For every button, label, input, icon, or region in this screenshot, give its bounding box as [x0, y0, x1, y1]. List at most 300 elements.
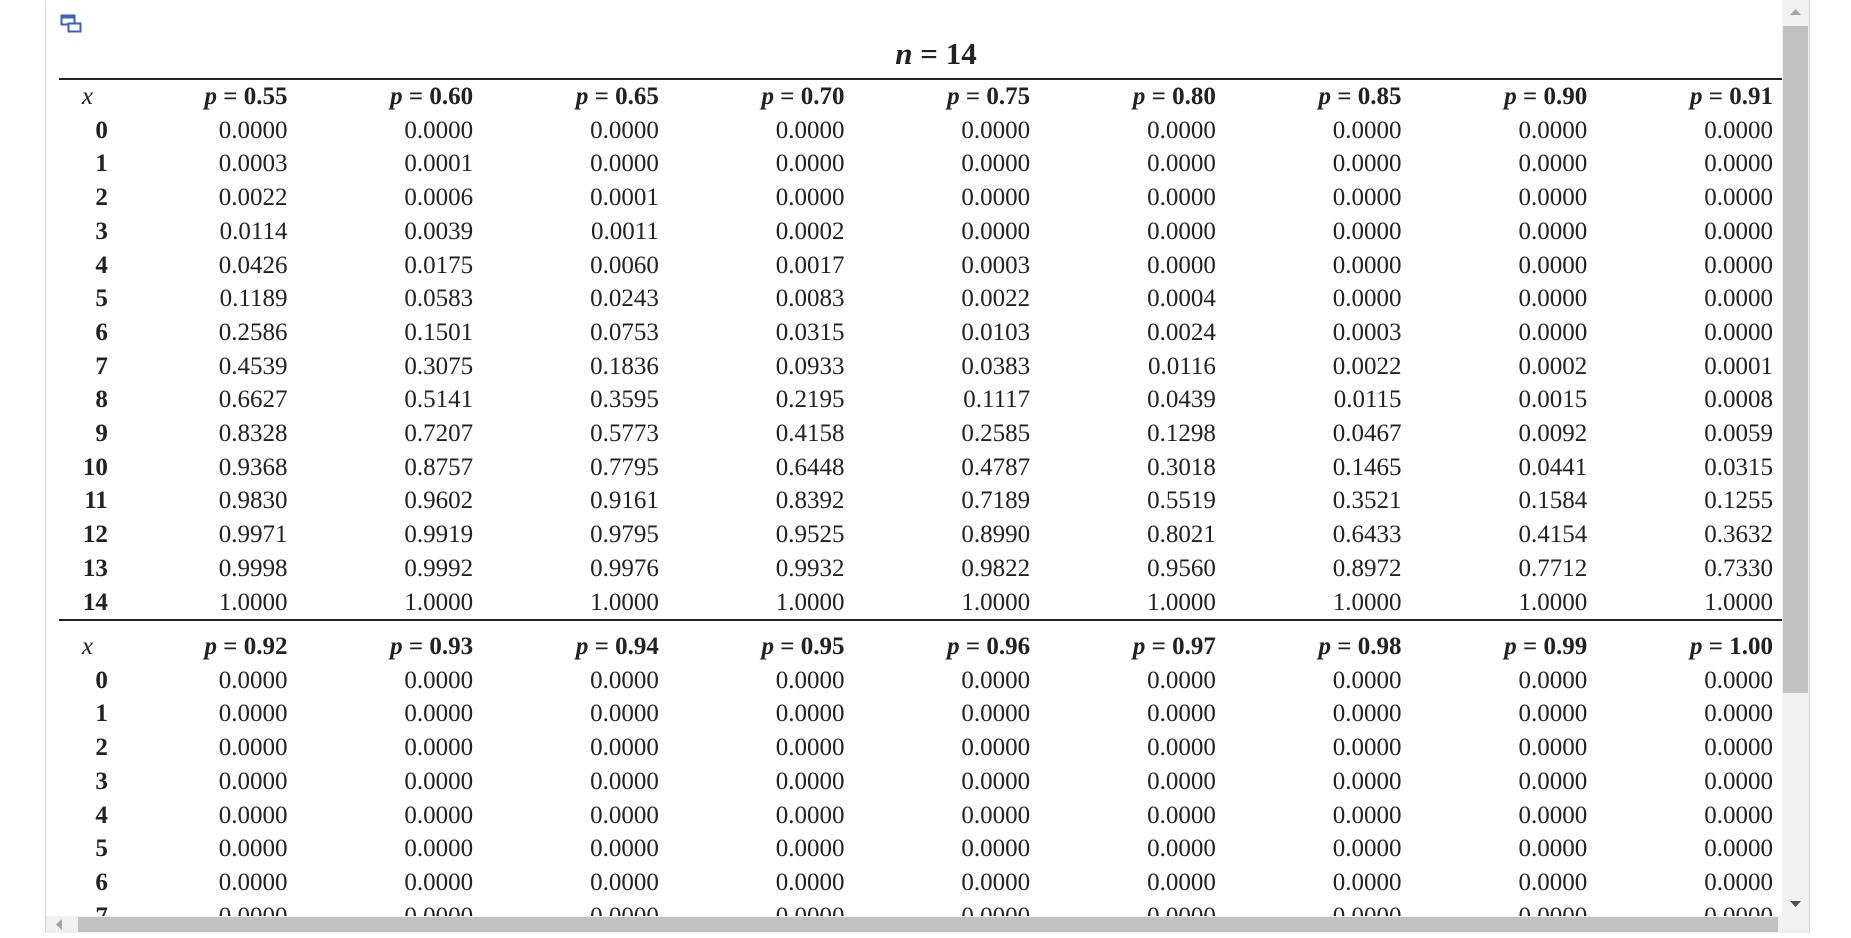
probability-cell: 0.1836 [590, 352, 659, 380]
x-value-cell: 5 [95, 835, 108, 863]
header-row [59, 79, 1787, 114]
probability-cell: 0.0000 [404, 767, 474, 795]
arrow-up-icon[interactable] [1782, 0, 1809, 24]
probability-cell: 0.0000 [218, 734, 288, 762]
table-row [59, 697, 1787, 731]
p-equals: = [408, 633, 424, 660]
p-column-header [301, 79, 487, 114]
probability-cell: 0.0015 [1518, 386, 1588, 414]
probability-cell: 0.0000 [961, 801, 1031, 829]
popout-window-icon[interactable] [60, 14, 82, 34]
probability-cell: 0.0000 [1147, 767, 1216, 795]
probability-cell: 0.0000 [1147, 184, 1216, 212]
probability-cell: 0.9932 [775, 554, 845, 582]
p-symbol: p [390, 633, 403, 660]
probability-cell: 0.6448 [775, 453, 845, 481]
x-value-cell: 10 [82, 453, 108, 481]
x-value-cell: 0 [95, 116, 108, 144]
probability-cell: 0.0315 [775, 318, 845, 346]
probability-cell: 0.0000 [1704, 217, 1773, 245]
p-symbol: p [1690, 633, 1703, 660]
table-row [59, 249, 1787, 283]
probability-cell: 0.9830 [218, 487, 288, 515]
probability-cell: 0.0000 [961, 868, 1031, 896]
probability-cell: 0.0000 [961, 835, 1031, 863]
probability-cell: 0.0933 [775, 352, 845, 380]
p-column-header [1416, 630, 1602, 664]
title-equals: = [920, 36, 938, 71]
p-value: 0.60 [429, 83, 474, 110]
probability-cell: 0.0000 [1704, 868, 1773, 896]
vertical-scrollbar[interactable] [1782, 0, 1809, 916]
x-value-cell: 5 [95, 285, 108, 313]
probability-cell: 0.0002 [775, 217, 845, 245]
probability-cell: 0.0000 [1332, 285, 1402, 313]
probability-cell: 0.0000 [1332, 868, 1402, 896]
probability-cell: 0.0000 [590, 835, 659, 863]
horizontal-scrollbar[interactable] [46, 916, 1809, 933]
p-symbol: p [947, 83, 960, 110]
probability-cell: 0.0022 [961, 285, 1031, 313]
p-value: 0.96 [986, 633, 1031, 660]
arrow-down-icon[interactable] [1782, 892, 1809, 916]
probability-cell: 0.0001 [590, 184, 659, 212]
p-column-header [487, 630, 673, 664]
probability-cell: 0.0000 [590, 734, 659, 762]
p-value: 0.95 [800, 633, 845, 660]
probability-cell: 0.0441 [1518, 453, 1588, 481]
p-value: 0.65 [615, 83, 659, 110]
probability-cell: 0.0103 [961, 318, 1031, 346]
table-row [59, 586, 1787, 621]
probability-cell: 0.0000 [1518, 734, 1588, 762]
probability-cell: 1.0000 [404, 588, 474, 616]
p-symbol: p [1132, 83, 1146, 110]
p-symbol: p [575, 633, 589, 660]
probability-cell: 0.9795 [590, 521, 659, 549]
probability-cell: 0.0000 [1518, 116, 1588, 144]
probability-cell: 0.8972 [1332, 554, 1402, 582]
probability-cell: 1.0000 [775, 588, 845, 616]
p-equals: = [1708, 633, 1723, 660]
x-value-cell: 4 [95, 801, 108, 829]
probability-cell: 0.0000 [1332, 251, 1402, 279]
p-value: 1.00 [1729, 633, 1773, 660]
p-value: 0.70 [800, 83, 845, 110]
probability-cell: 0.4158 [775, 420, 845, 448]
probability-cell: 0.0583 [404, 285, 474, 313]
p-symbol: p [1318, 633, 1332, 660]
p-column-header [487, 79, 673, 114]
table-row [59, 518, 1787, 552]
arrow-left-icon[interactable] [46, 916, 72, 933]
n-symbol: n [895, 36, 913, 71]
probability-cell: 0.9971 [218, 521, 288, 549]
p-value: 0.55 [243, 83, 288, 110]
table-row [59, 832, 1787, 866]
probability-cell: 0.0039 [404, 217, 474, 245]
probability-cell: 0.0000 [961, 184, 1031, 212]
probability-cell: 0.8328 [218, 420, 288, 448]
table-row [59, 731, 1787, 765]
probability-cell: 0.0000 [1332, 666, 1402, 694]
probability-cell: 0.1255 [1704, 487, 1773, 515]
probability-cell: 0.0116 [1148, 352, 1216, 380]
x-value-cell: 1 [95, 700, 108, 728]
probability-cell: 0.0000 [590, 116, 659, 144]
p-value: 0.93 [429, 633, 474, 660]
probability-cell: 0.0000 [1147, 217, 1216, 245]
probability-cell: 0.5141 [404, 386, 474, 414]
probability-cell: 1.0000 [1332, 588, 1402, 616]
probability-cell: 0.0000 [1704, 251, 1773, 279]
probability-cell: 0.0000 [1518, 217, 1588, 245]
probability-cell: 0.0000 [590, 767, 659, 795]
probability-cell: 0.0000 [775, 184, 845, 212]
probability-cell: 0.0000 [218, 116, 288, 144]
x-value-cell: 9 [95, 420, 108, 448]
probability-cell: 0.0114 [219, 217, 288, 245]
probability-cell: 0.0115 [1333, 386, 1402, 414]
probability-cell: 0.0008 [1704, 386, 1773, 414]
binomial-table-part-1 [59, 78, 1787, 621]
probability-cell: 0.3632 [1704, 521, 1773, 549]
probability-cell: 0.1465 [1332, 453, 1402, 481]
probability-cell: 0.9998 [218, 554, 288, 582]
probability-cell: 0.1189 [219, 285, 288, 313]
table-viewport [46, 0, 1782, 916]
probability-cell: 0.0000 [775, 835, 845, 863]
probability-cell: 0.8392 [775, 487, 845, 515]
probability-cell: 0.0022 [218, 184, 288, 212]
probability-cell: 0.7712 [1518, 554, 1588, 582]
p-symbol: p [761, 633, 774, 660]
probability-cell: 0.0000 [1518, 285, 1588, 313]
probability-cell: 0.0000 [1332, 116, 1402, 144]
probability-cell: 0.0000 [1332, 835, 1402, 863]
p-column-header [1044, 630, 1230, 664]
p-column-header [859, 630, 1045, 664]
probability-cell: 0.9525 [775, 521, 845, 549]
probability-cell: 0.0000 [1704, 801, 1773, 829]
probability-cell: 0.8757 [404, 453, 474, 481]
x-value-cell: 4 [95, 251, 108, 279]
probability-cell: 0.0000 [218, 868, 288, 896]
table-row [59, 765, 1787, 799]
table-row [59, 350, 1787, 384]
table-row [59, 282, 1787, 316]
probability-cell: 0.0017 [775, 251, 845, 279]
p-symbol: p [1132, 633, 1146, 660]
p-equals: = [780, 633, 795, 660]
probability-cell: 0.9161 [590, 487, 659, 515]
p-column-header [116, 630, 302, 664]
probability-cell: 0.0426 [218, 251, 288, 279]
probability-cell: 0.0000 [1704, 700, 1773, 728]
probability-cell: 0.0000 [775, 767, 845, 795]
probability-cell: 0.0000 [1147, 734, 1216, 762]
probability-cell: 0.4539 [218, 352, 288, 380]
x-value-cell: 8 [95, 386, 108, 414]
probability-cell: 0.3018 [1147, 453, 1216, 481]
probability-cell: 0.0000 [1704, 318, 1773, 346]
p-column-header [673, 79, 859, 114]
probability-cell: 0.0011 [591, 217, 659, 245]
probability-cell: 0.0000 [1518, 835, 1588, 863]
probability-cell: 0.0000 [961, 666, 1031, 694]
table-row [59, 866, 1787, 900]
probability-cell: 0.0000 [1147, 116, 1216, 144]
probability-cell: 0.0000 [1332, 150, 1402, 178]
table-row [59, 552, 1787, 586]
x-value-cell: 3 [95, 767, 108, 795]
vertical-scrollbar-thumb[interactable] [1783, 26, 1808, 693]
probability-cell: 0.0000 [1147, 251, 1216, 279]
probability-cell: 0.0175 [404, 251, 474, 279]
probability-cell: 0.1501 [404, 318, 474, 346]
table-row [59, 114, 1787, 148]
probability-cell: 0.0000 [404, 700, 474, 728]
probability-cell: 0.0000 [1704, 835, 1773, 863]
x-value-cell: 2 [95, 734, 108, 762]
table-row [59, 417, 1787, 451]
p-equals: = [965, 633, 981, 660]
table-viewer-window [45, 0, 1810, 933]
probability-cell: 0.0000 [590, 801, 659, 829]
table-row [59, 799, 1787, 833]
probability-cell: 0.2585 [961, 420, 1031, 448]
probability-cell: 0.3075 [404, 352, 474, 380]
probability-cell: 1.0000 [1704, 588, 1773, 616]
probability-cell: 0.0000 [1518, 700, 1588, 728]
probability-cell: 0.9602 [404, 487, 474, 515]
p-value: 0.90 [1543, 83, 1588, 110]
probability-cell: 0.0000 [590, 868, 659, 896]
p-equals: = [594, 83, 609, 110]
p-value: 0.92 [243, 633, 288, 660]
probability-cell: 0.0000 [1518, 801, 1588, 829]
table-body [59, 664, 1787, 934]
p-column-header [673, 630, 859, 664]
probability-cell: 0.0000 [1704, 734, 1773, 762]
probability-cell: 0.0000 [1147, 835, 1216, 863]
probability-cell: 0.1117 [963, 386, 1031, 414]
probability-cell: 1.0000 [961, 588, 1031, 616]
probability-cell: 0.0000 [218, 835, 288, 863]
probability-cell: 0.2195 [775, 386, 845, 414]
probability-cell: 0.5773 [590, 420, 659, 448]
probability-cell: 0.0024 [1147, 318, 1216, 346]
probability-cell: 0.7795 [590, 453, 659, 481]
p-column-header [1044, 79, 1230, 114]
probability-cell: 0.0000 [1147, 801, 1216, 829]
probability-cell: 0.0022 [1332, 352, 1402, 380]
table-row [59, 484, 1787, 518]
probability-cell: 0.0000 [1518, 184, 1588, 212]
probability-cell: 0.0000 [961, 767, 1031, 795]
p-equals: = [1337, 83, 1352, 110]
horizontal-scrollbar-thumb[interactable] [78, 917, 1778, 932]
probability-cell: 0.0000 [1147, 868, 1216, 896]
p-equals: = [223, 83, 238, 110]
p-equals: = [1337, 633, 1352, 660]
p-value: 0.97 [1172, 633, 1216, 660]
probability-cell: 0.0003 [218, 150, 288, 178]
probability-cell: 0.0000 [1518, 318, 1588, 346]
probability-cell: 0.0000 [1704, 767, 1773, 795]
probability-cell: 0.0004 [1147, 285, 1216, 313]
probability-cell: 0.0000 [404, 734, 474, 762]
probability-cell: 0.9822 [961, 554, 1031, 582]
probability-cell: 0.0000 [775, 116, 845, 144]
p-value: 0.80 [1172, 83, 1216, 110]
probability-cell: 0.0000 [1704, 184, 1773, 212]
probability-cell: 0.0000 [961, 150, 1031, 178]
probability-cell: 0.0000 [404, 835, 474, 863]
probability-cell: 0.0092 [1518, 420, 1588, 448]
x-value-cell: 0 [95, 666, 108, 694]
p-column-header [1230, 79, 1416, 114]
probability-cell: 0.0467 [1332, 420, 1402, 448]
p-equals: = [223, 633, 238, 660]
probability-cell: 0.1298 [1147, 420, 1216, 448]
probability-cell: 0.7330 [1704, 554, 1773, 582]
p-symbol: p [1690, 83, 1703, 110]
probability-cell: 0.0083 [775, 285, 845, 313]
p-symbol: p [1504, 83, 1517, 110]
x-value-cell: 13 [82, 554, 108, 582]
probability-cell: 0.0000 [218, 801, 288, 829]
table-row [59, 664, 1787, 698]
p-value: 0.94 [615, 633, 659, 660]
x-value-cell: 14 [82, 588, 108, 616]
probability-cell: 0.0000 [961, 217, 1031, 245]
probability-cell: 0.9976 [590, 554, 659, 582]
probability-cell: 0.9919 [404, 521, 474, 549]
p-column-header [301, 630, 487, 664]
probability-cell: 0.0753 [590, 318, 659, 346]
x-column-header: x [81, 633, 93, 660]
p-column-header [116, 79, 302, 114]
probability-cell: 0.0000 [404, 666, 474, 694]
p-column-header [1601, 79, 1787, 114]
p-equals: = [1151, 83, 1166, 110]
probability-cell: 0.0000 [404, 868, 474, 896]
probability-cell: 0.8021 [1147, 521, 1216, 549]
probability-cell: 0.0000 [1332, 217, 1402, 245]
probability-cell: 0.8990 [961, 521, 1031, 549]
probability-cell: 0.0000 [1332, 734, 1402, 762]
table-row [59, 215, 1787, 249]
p-equals: = [594, 633, 609, 660]
p-equals: = [1708, 83, 1723, 110]
probability-cell: 0.0000 [404, 116, 474, 144]
probability-cell: 0.0000 [218, 767, 288, 795]
probability-cell: 0.0000 [775, 734, 845, 762]
p-column-header [1230, 630, 1416, 664]
probability-cell: 0.9560 [1147, 554, 1216, 582]
probability-cell: 0.0000 [775, 801, 845, 829]
table-row [59, 181, 1787, 215]
probability-cell: 0.1584 [1518, 487, 1588, 515]
probability-cell: 0.0000 [1147, 666, 1216, 694]
table-row [59, 316, 1787, 350]
p-symbol: p [204, 633, 217, 660]
title-n-value: 14 [945, 36, 977, 71]
table-row [59, 147, 1787, 181]
p-equals: = [1151, 633, 1166, 660]
probability-cell: 0.0000 [1518, 150, 1588, 178]
probability-cell: 0.0439 [1147, 386, 1216, 414]
probability-cell: 0.0000 [961, 734, 1031, 762]
table-body [59, 114, 1787, 621]
probability-cell: 0.0000 [590, 666, 659, 694]
probability-cell: 0.7207 [404, 420, 474, 448]
p-equals: = [1522, 83, 1538, 110]
probability-cell: 0.4154 [1518, 521, 1588, 549]
probability-cell: 0.0003 [1332, 318, 1402, 346]
p-column-header [859, 79, 1045, 114]
probability-cell: 0.3595 [590, 386, 659, 414]
probability-cell: 0.0000 [590, 150, 659, 178]
probability-cell: 0.0000 [1332, 184, 1402, 212]
probability-cell: 0.0000 [1518, 767, 1588, 795]
x-value-cell: 1 [95, 150, 108, 178]
probability-cell: 0.0000 [1518, 868, 1588, 896]
probability-cell: 0.0000 [590, 700, 659, 728]
probability-cell: 0.0000 [1332, 801, 1402, 829]
probability-cell: 0.0000 [1704, 666, 1773, 694]
x-value-cell: 12 [82, 521, 108, 549]
p-symbol: p [390, 83, 403, 110]
probability-cell: 0.0000 [218, 666, 288, 694]
probability-cell: 0.2586 [218, 318, 288, 346]
x-value-cell: 6 [95, 868, 108, 896]
probability-cell: 0.0383 [961, 352, 1031, 380]
probability-cell: 0.0243 [590, 285, 659, 313]
table-row [59, 383, 1787, 417]
p-value: 0.75 [986, 83, 1031, 110]
probability-cell: 0.0000 [961, 700, 1031, 728]
p-equals: = [1522, 633, 1538, 660]
probability-cell: 0.0000 [961, 116, 1031, 144]
p-equals: = [408, 83, 424, 110]
x-value-cell: 3 [95, 217, 108, 245]
p-equals: = [780, 83, 795, 110]
table-title [46, 36, 1826, 72]
x-value-cell: 2 [95, 184, 108, 212]
probability-cell: 1.0000 [218, 588, 288, 616]
p-symbol: p [947, 633, 960, 660]
p-symbol: p [1504, 633, 1517, 660]
probability-cell: 0.0002 [1518, 352, 1588, 380]
p-equals: = [965, 83, 981, 110]
probability-cell: 0.0059 [1704, 420, 1773, 448]
x-value-cell: 11 [84, 487, 108, 515]
probability-cell: 0.0000 [775, 666, 845, 694]
probability-cell: 0.0000 [775, 150, 845, 178]
probability-cell: 0.0001 [404, 150, 474, 178]
binomial-table-part-2 [59, 630, 1787, 933]
probability-cell: 0.0000 [1518, 251, 1588, 279]
probability-cell: 0.0000 [218, 700, 288, 728]
probability-cell: 0.6433 [1332, 521, 1402, 549]
probability-cell: 0.0000 [1147, 700, 1216, 728]
probability-cell: 0.0000 [1704, 285, 1773, 313]
probability-cell: 0.3521 [1332, 487, 1402, 515]
probability-cell: 1.0000 [1147, 588, 1216, 616]
probability-cell: 0.0315 [1704, 453, 1773, 481]
